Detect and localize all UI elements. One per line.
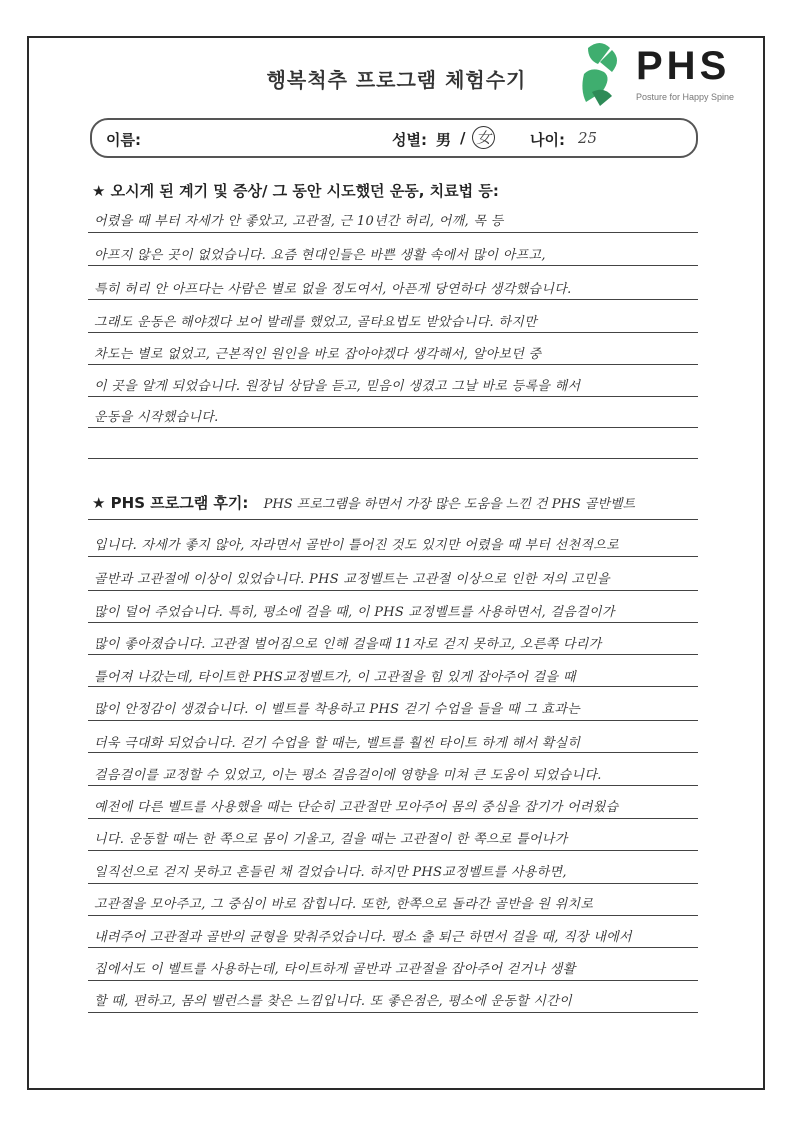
section2-line: 고관절을 모아주고, 그 중심이 바로 잡힙니다. 또한, 한쪽으로 돌라간 골반을 원 위치로 xyxy=(94,897,594,912)
ruled-line xyxy=(88,915,698,916)
ruled-line xyxy=(88,427,698,428)
document-title: 행복척추 프로그램 체험수기 xyxy=(266,68,527,92)
logo-brand-text: PHS xyxy=(636,44,731,88)
ruled-line xyxy=(88,265,698,266)
ruled-line xyxy=(88,1012,698,1013)
section1-heading: ★ 오시게 된 계기 및 증상/ 그 동안 시도했던 운동, 치료법 등: xyxy=(92,182,499,200)
section2-heading-label: ★ PHS 프로그램 후기: xyxy=(92,494,249,512)
ruled-line xyxy=(88,556,698,557)
phs-logo xyxy=(578,40,758,108)
section1-line: 그래도 운동은 해야겠다 보어 발레를 했었고, 골타요법도 받았습니다. 하지만 xyxy=(94,315,537,330)
section1-line: 아프지 않은 곳이 없었습니다. 요즘 현대인들은 바쁜 생활 속에서 많이 아프고, xyxy=(94,248,546,263)
section2-heading xyxy=(92,492,635,513)
section2-line: 많이 덜어 주었습니다. 특히, 평소에 걸을 때, 이 PHS 교정벨트를 사용하면서, 걸음걸이가 xyxy=(94,605,615,620)
phs-logo-mark-icon xyxy=(578,40,634,108)
section2-line: 집에서도 이 벨트를 사용하는데, 타이트하게 골반과 고관절을 잡아주어 걷거나 생활 xyxy=(94,962,576,977)
ruled-line xyxy=(88,686,698,687)
section1-line: 특히 허리 안 아프다는 사람은 별로 없을 정도여서, 아픈게 당연하다 생각했습니다. xyxy=(94,282,572,297)
section2-line: 예전에 다른 벨트를 사용했을 때는 단순히 고관절만 모아주어 몸의 중심을 잡기가 어려웠습 xyxy=(94,800,619,815)
ruled-line xyxy=(88,299,698,300)
section2-first-line: PHS 프로그램을 하면서 가장 많은 도움을 느낀 건 PHS 골반벨트 xyxy=(263,497,636,512)
section2-line: 할 때, 편하고, 몸의 밸런스를 찾은 느낌입니다. 또 좋은점은, 평소에 운동할 시간이 xyxy=(94,994,572,1009)
ruled-line xyxy=(88,654,698,655)
ruled-line xyxy=(88,785,698,786)
section1-line: 운동을 시작했습니다. xyxy=(94,410,219,425)
ruled-line xyxy=(88,590,698,591)
ruled-line xyxy=(88,752,698,753)
section2-line: 골반과 고관절에 이상이 있었습니다. PHS 교정벨트는 고관절 이상으로 인한 저의 고민을 xyxy=(94,572,610,587)
section1-line: 어렸을 때 부터 자세가 안 좋았고, 고관절, 근 10년간 허리, 어깨, 목 등 xyxy=(94,214,504,229)
section2-line: 니다. 운동할 때는 한 쪽으로 몸이 기울고, 걸을 때는 고관절이 한 쪽으로 틀어나가 xyxy=(94,832,568,847)
ruled-line xyxy=(88,458,698,459)
ruled-line xyxy=(88,332,698,333)
ruled-line xyxy=(88,850,698,851)
logo-tagline: Posture for Happy Spine xyxy=(636,92,735,102)
name-label: 이름: xyxy=(106,131,141,149)
section2-line: 입니다. 자세가 좋지 않아, 자라면서 골반이 틀어진 것도 있지만 어렸을 때 부터 선천적으로 xyxy=(94,538,619,553)
gender-label: 성별: xyxy=(392,131,427,149)
section1-line: 이 곳을 알게 되었습니다. 원장님 상담을 듣고, 믿음이 생겼고 그날 바로 등록을 해서 xyxy=(94,379,581,394)
section2-line: 많이 안정감이 생겼습니다. 이 벨트를 착용하고 PHS 걷기 수업을 들을 때 그 효과는 xyxy=(94,702,581,717)
section1-line: 차도는 별로 없었고, 근본적인 원인을 바로 잡아야겠다 생각해서, 알아보던 중 xyxy=(94,347,542,362)
info-box xyxy=(90,118,698,158)
ruled-line xyxy=(88,232,698,233)
ruled-line xyxy=(88,720,698,721)
section2-line: 더욱 극대화 되었습니다. 걷기 수업을 할 때는, 벨트를 훨씬 타이트 하게 해서 확실히 xyxy=(94,736,581,751)
ruled-line xyxy=(88,947,698,948)
ruled-line xyxy=(88,980,698,981)
ruled-line xyxy=(88,818,698,819)
ruled-line xyxy=(88,364,698,365)
section2-line: 걸음걸이를 교정할 수 있었고, 이는 평소 걸음걸이에 영향을 미쳐 큰 도움이 되었습니다. xyxy=(94,768,602,783)
age-label: 나이: xyxy=(530,131,565,149)
ruled-line xyxy=(88,396,698,397)
ruled-line xyxy=(88,519,698,520)
gender-male: 男 xyxy=(436,131,452,149)
section2-line: 일직선으로 걷지 못하고 흔들린 채 걸었습니다. 하지만 PHS교정벨트를 사용하면, xyxy=(94,865,567,880)
section2-line: 내려주어 고관절과 골반의 균형을 맞춰주었습니다. 평소 출 퇴근 하면서 걸을 때, 직장 내에서 xyxy=(94,930,632,945)
ruled-line xyxy=(88,622,698,623)
gender-female-circled: 女 xyxy=(472,126,495,149)
section2-line: 틀어져 나갔는데, 타이트한 PHS교정벨트가, 이 고관절을 힘 있게 잡아주어 걸을 때 xyxy=(94,670,576,685)
gender-separator: / xyxy=(460,129,466,147)
age-value: 25 xyxy=(578,129,598,147)
section2-line: 많이 좋아졌습니다. 고관절 벌어짐으로 인해 걸을때 11자로 걷지 못하고, 오른쪽 다리가 xyxy=(94,637,602,652)
ruled-line xyxy=(88,883,698,884)
